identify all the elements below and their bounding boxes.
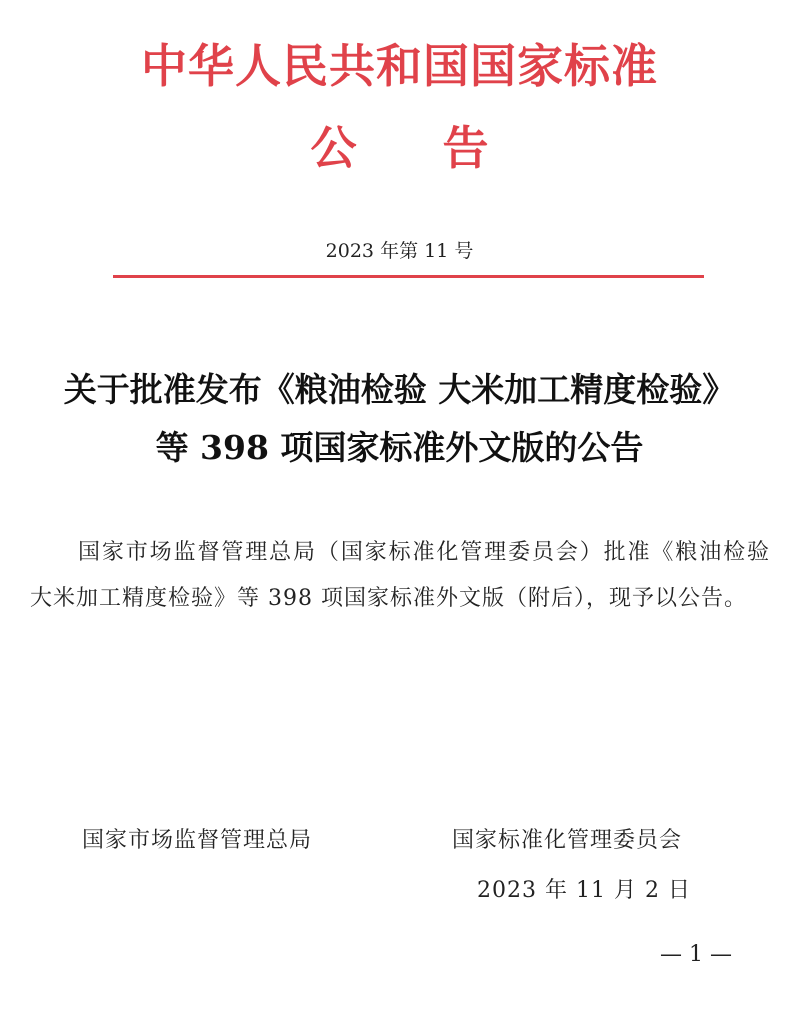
issue-date: 2023 年 11 月 2 日 xyxy=(477,878,691,903)
document-title-line-1: 关于批准发布《粮油检验 大米加工精度检验》 xyxy=(63,370,736,409)
announcement-label: 公告 xyxy=(310,121,575,175)
standard-header-title: 中华人民共和国国家标准 xyxy=(141,39,658,93)
issue-number: 2023 年第 11 号 xyxy=(325,240,474,262)
document-title xyxy=(0,361,799,477)
announcement-body: 国家市场监督管理总局（国家标准化管理委员会）批准《粮油检验 大米加工精度检验》等 398 项国家标准外文版（附后），现予以公告。 xyxy=(30,540,770,611)
page-number: — 1 — xyxy=(660,942,732,967)
red-divider-line xyxy=(113,275,704,278)
issuer-samr: 国家市场监督管理总局 xyxy=(82,828,313,853)
document-title-line-2: 等 398 项国家标准外文版的公告 xyxy=(155,428,644,467)
issuer-sac: 国家标准化管理委员会 xyxy=(452,828,683,853)
